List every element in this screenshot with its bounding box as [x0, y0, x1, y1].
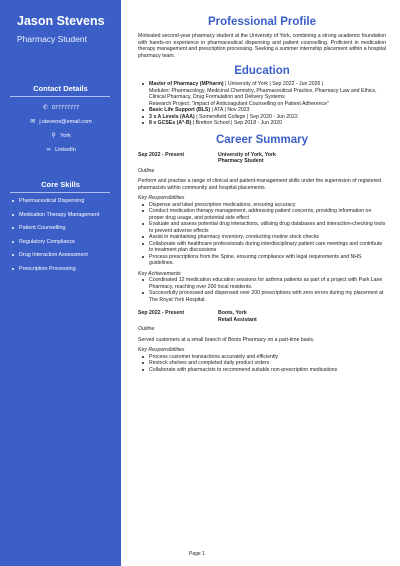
contact-email[interactable]: [0, 115, 121, 129]
contact-location-text: York: [60, 133, 71, 139]
link-icon: ∞: [46, 146, 51, 153]
list-item: Conduct medication therapy management, addressing patient concerns, providing information on proper drug usage, and potential side effect: [138, 208, 386, 221]
list-item: Successfully processed and dispensed over 200 prescriptions with zero errors during my placement at The Royal York Hospital.: [138, 290, 386, 303]
list-item: Coordinated 12 medication education sessions for asthma patients as part of a project with Park Lane Pharmacy, reaching over 200 local residents.: [138, 277, 386, 290]
contact-linkedin[interactable]: [0, 143, 121, 157]
list-item: Dispense and label prescription medications, ensuring accuracy: [138, 202, 386, 209]
education-research: Research Project: "Impact of Anticoagulant Counselling on Patient Adherence": [149, 100, 329, 107]
job-header: [138, 152, 386, 165]
page-number: Page 1: [189, 551, 205, 557]
location-icon: ⚲: [51, 132, 56, 139]
education-details: | Somersfield College | Sep 2020 - Jun 2022: [194, 113, 298, 120]
job-title: Retail Assistant: [218, 316, 257, 323]
list-item: Assist in maintaining pharmacy inventory, conducting routine stock checks: [138, 234, 386, 241]
skill-item: Prescription Processing: [11, 266, 115, 273]
career-heading: Career Summary: [215, 133, 309, 146]
education-degree: 3 x A Levels (AAA): [149, 113, 195, 120]
candidate-role: Pharmacy Student: [17, 34, 87, 44]
list-item: Collaborate with pharmacists to recommend suitable non-prescription medications: [138, 367, 386, 374]
job-outline: Served customers at a small branch of Boots Pharmacy on a part-time basis.: [138, 336, 315, 343]
job-organisation: Boots, York: [218, 310, 247, 316]
education-item: [138, 120, 386, 127]
skill-item: Patient Counselling: [11, 225, 115, 232]
skill-item: Medication Therapy Management: [11, 212, 115, 219]
list-item: Process customer transactions accurately and efficiently: [138, 354, 386, 361]
contact-list: [0, 101, 121, 157]
skill-item: Drug Interaction Assessment: [11, 252, 115, 259]
job-header: [138, 310, 386, 323]
contact-location: [0, 129, 121, 143]
contact-phone-text: 077777777: [51, 105, 80, 111]
profile-text: Motivated second-year pharmacy student at the University of York, combining a strong academic foundation with hands-on experience in pharmaceutical dispensing and patient counselling. Proficient in medication therapy management and prescription processing. Seeking a summer internship placement within a hospital pharmacy team.: [138, 33, 386, 59]
education-list: [138, 81, 386, 127]
job-outline-label: Outline: [138, 326, 155, 332]
contact-email-text[interactable]: j.stevens@email.com: [39, 119, 92, 125]
job-responsibilities: [138, 354, 386, 374]
contact-phone: [0, 101, 121, 115]
job-achievements-label: Key Achievements: [138, 270, 181, 277]
list-item: Restock shelves and completed daily product orders: [138, 360, 386, 367]
skills-heading: Core Skills: [41, 180, 80, 189]
job-date: Sep 2022 - Present: [138, 151, 185, 158]
job-outline: Perform and practise a range of clinical and patient-management skills under the supervision of registered pharmacists within community and hospital placements.: [138, 178, 382, 191]
job-organisation: University of York, York: [218, 151, 276, 158]
job-responsibilities-label: Key Responsibilities: [138, 347, 185, 353]
education-modules: Modules: Pharmacology, Medicinal Chemistry, Pharmaceutical Practice, Pharmacy Law and Ethics, Clinical Pharmacy, Drug Formulation and Delivery Systems: [149, 87, 377, 100]
education-item: [138, 81, 386, 107]
job-title: Pharmacy Student: [218, 158, 264, 164]
phone-icon: ✆: [42, 104, 48, 111]
profile-heading: Professional Profile: [207, 16, 316, 28]
education-details: | University of York | Sep 2022 - Jun 2026 |: [223, 81, 324, 87]
candidate-name: Jason Stevens: [17, 14, 105, 28]
education-details: | ATA | Nov 2023: [210, 107, 250, 113]
email-icon: ✉: [30, 118, 36, 125]
list-item: Evaluate and assess potential drug interactions, utilising drug databases and interaction-checking tools to prevent adverse effects: [138, 221, 386, 234]
education-heading: Education: [234, 65, 290, 77]
sidebar: [0, 0, 121, 566]
job-entry: [138, 310, 386, 373]
job-org-block: [218, 310, 257, 323]
contact-linkedin-text[interactable]: LinkedIn: [55, 147, 76, 153]
skills-divider: [10, 192, 110, 193]
main-content: [138, 0, 386, 373]
skill-item: Pharmaceutical Dispensing: [11, 198, 115, 205]
education-degree: Basic Life Support (BLS): [149, 107, 211, 113]
list-item: Collaborate with healthcare professionals during interdisciplinary patient care meetings and contribute to treatment plan discussions: [138, 241, 386, 254]
education-details: | Bretton School | Sep 2018 - Jun 2020: [191, 120, 283, 126]
contact-divider: [10, 96, 110, 97]
contact-heading: Contact Details: [33, 84, 88, 93]
education-degree: 8 x GCSEs (A*-B): [149, 120, 192, 126]
skill-item: Regulatory Compliance: [11, 239, 115, 246]
job-responsibilities: [138, 202, 386, 267]
list-item: Process prescriptions from the Spine, ensuring compliance with legal requirements and NHS guidelines.: [138, 254, 386, 267]
job-org-block: [218, 152, 276, 165]
skills-list: [11, 198, 115, 273]
job-responsibilities-label: Key Responsibilities: [138, 195, 185, 201]
job-date: Sep 2022 - Present: [138, 310, 185, 316]
education-degree: Master of Pharmacy (MPharm): [149, 81, 224, 87]
job-outline-label: Outline: [138, 167, 155, 174]
job-achievements: [138, 277, 386, 303]
job-entry: [138, 152, 386, 304]
